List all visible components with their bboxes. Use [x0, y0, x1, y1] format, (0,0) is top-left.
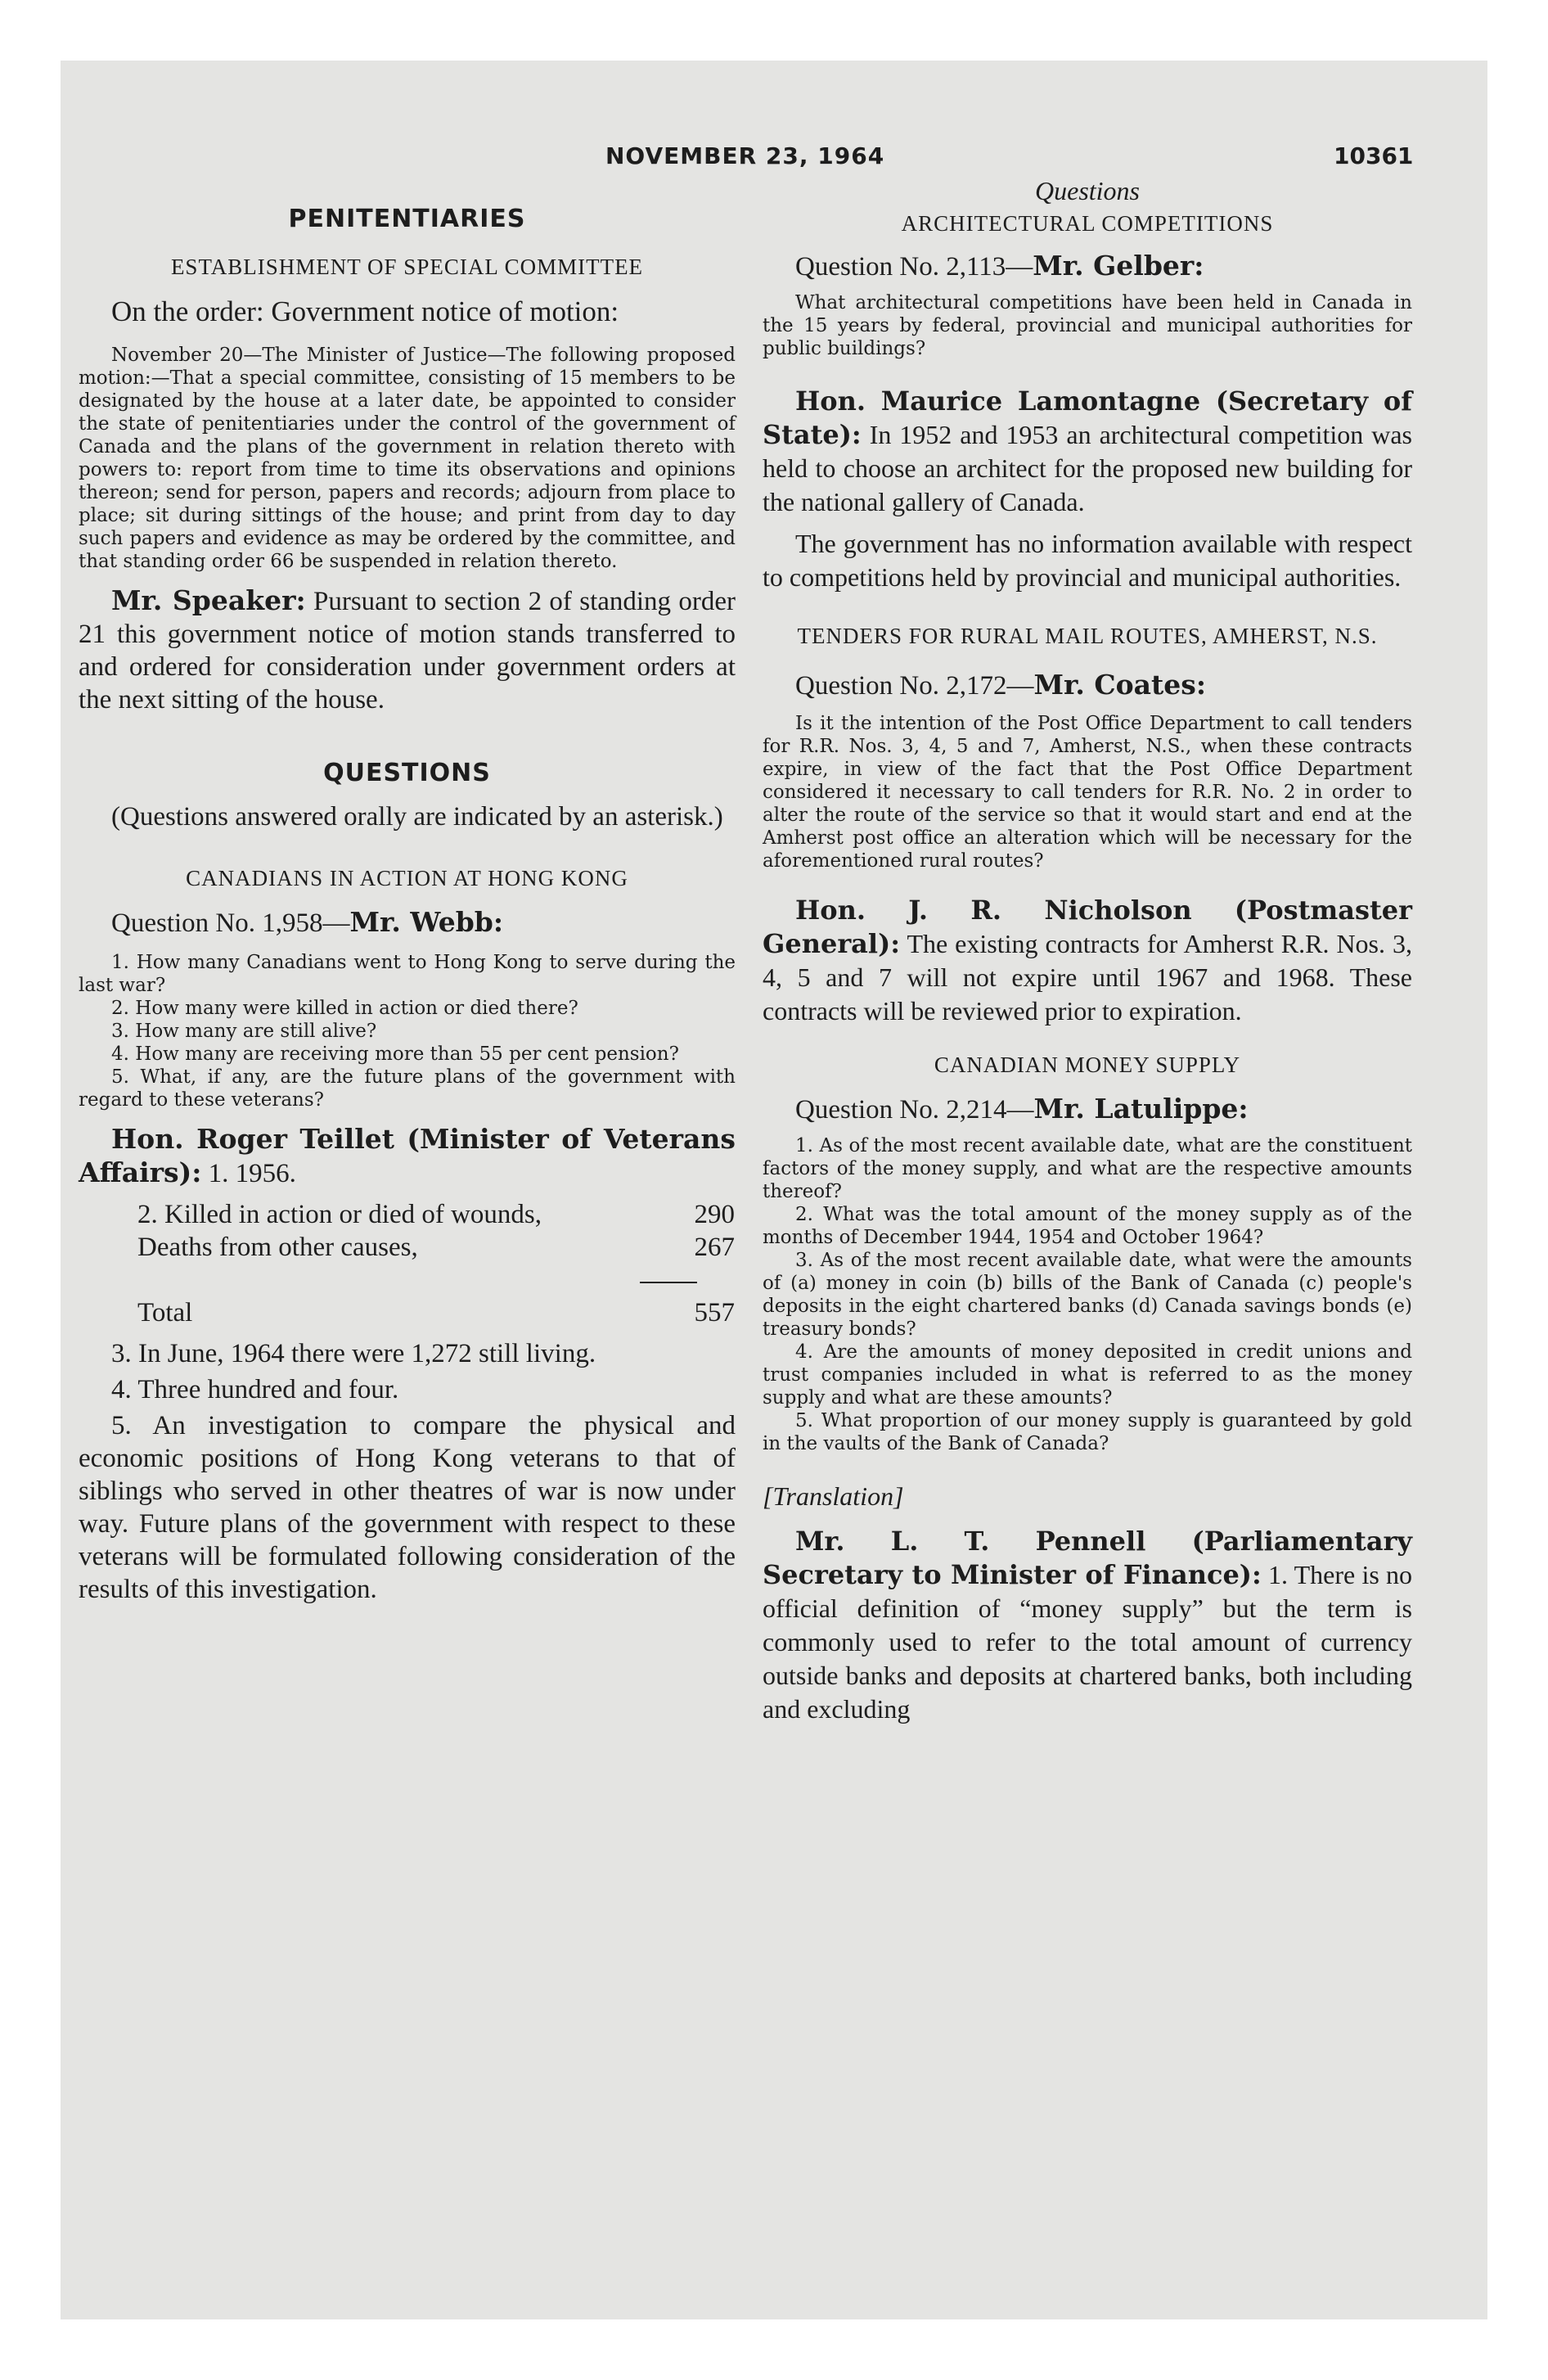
table-cell-value: 267 [694, 1233, 735, 1262]
answer [763, 894, 1412, 1028]
table-cell-value: 290 [694, 1200, 735, 1229]
question-item: 5. What proportion of our money supply is guaranteed by gold in the vaults of the Bank of Canada? [763, 1410, 1412, 1454]
answer-text: The existing contracts for Amherst R.R. Nos. 3, 4, 5 and 7 will not expire until 1967 and 1968. These contracts will be reviewed prior to expiration. [763, 929, 1413, 1025]
question-number [763, 1093, 1412, 1126]
question-number-text: Question No. 2,214— [795, 1095, 1034, 1125]
question-item: 3. How many are still alive? [111, 1021, 377, 1042]
order-intro: On the order: Government notice of motion: [111, 295, 619, 327]
speaker-statement [79, 584, 736, 716]
page-number: 10361 [1334, 142, 1414, 169]
question-number-text: Question No. 2,113— [795, 252, 1033, 282]
answer-item: 4. Three hundred and four. [111, 1375, 399, 1404]
question-text: Is it the intention of the Post Office Department to call tenders for R.R. Nos. 3, 4, 5 and 7, Amherst, N.S., when these contracts expire, in view of the fact that the Post Office Department considered it necessary to call tenders for R.R. No. 2 in order to alter the route of the service so that it would start and end at the Amherst post office an alteration which will be necessary for the aforementioned rural routes? [763, 713, 1412, 872]
total-table [137, 1296, 735, 1329]
question-asker: Mr. Coates: [1033, 669, 1207, 701]
answer [763, 1525, 1412, 1726]
answer-item: 3. In June, 1964 there were 1,272 still living. [111, 1339, 596, 1368]
question-item: 2. What was the total amount of the money supply as of the months of December 1944, 1954 and October 1964? [763, 1204, 1412, 1248]
question-item: 2. How many were killed in action or died there? [111, 998, 578, 1019]
question-asker: Mr. Webb: [349, 906, 504, 938]
right-column [763, 176, 1412, 1726]
table-cell-label: Deaths from other causes, [137, 1233, 418, 1262]
section-title-questions: QUESTIONS [323, 759, 491, 787]
question-text: What architectural competitions have been held in Canada in the 15 years by federal, provincial and municipal authorities for public buildings? [763, 292, 1412, 359]
answer-text: 1. There is no official definition of “money supply” but the term is commonly used to refer to the total amount of currency outside banks and deposits at chartered banks, both including and excluding [763, 1560, 1413, 1724]
answer-speaker: Hon. Roger Teillet (Minister of Veterans Affairs): [79, 1123, 736, 1188]
answer-text: In 1952 and 1953 an architectural competition was held to choose an architect for the proposed new building for the national gallery of Canada. [763, 420, 1413, 516]
question-number-text: Question No. 2,172— [795, 671, 1034, 701]
speaker-name: Mr. Speaker: [111, 584, 306, 616]
question-item: 1. As of the most recent available date, what are the constituent factors of the money supply, and what are the respective amounts thereof? [763, 1135, 1412, 1202]
page-date: NOVEMBER 23, 1964 [605, 142, 885, 169]
answer-speaker: Hon. Maurice Lamontagne (Secretary of State): [763, 385, 1412, 450]
question-heading-architectural: ARCHITECTURAL COMPETITIONS [901, 211, 1274, 236]
section-title-penitentiaries: PENITENTIARIES [288, 205, 526, 233]
notice-of-motion: November 20—The Minister of Justice—The following proposed motion:—That a special committee, consisting of 15 members to be designated by the house at a later date, be appointed to consider the state of penitentiaries under the control of the government of Canada and the plans of the government in relation thereto with powers to: report from time to time its observations and opinions thereon; send for person, papers and records; adjourn from place to place; sit during sittings of the house; and print from day to day such papers and evidence as may be ordered by the committee, and that standing order 66 be suspended in relation thereto. [79, 345, 736, 572]
answer-speaker: Mr. L. T. Pennell (Parliamentary Secretary to Minister of Finance): [763, 1526, 1412, 1590]
question-number [763, 669, 1412, 702]
speaker-text: Pursuant to section 2 of standing order 21 this government notice of motion stands transferred to and ordered for consideration under government orders at the next sitting of the house. [79, 587, 736, 714]
table-row-total [137, 1296, 735, 1329]
questions-note: (Questions answered orally are indicated by an asterisk.) [111, 802, 723, 832]
question-item: 1. How many Canadians went to Hong Kong to serve during the last war? [79, 952, 736, 996]
question-number [763, 250, 1412, 283]
question-item: 3. As of the most recent available date, what were the amounts of (a) money in coin (b) bills of the Bank of Canada (c) people's deposits in the eight chartered banks (d) Canada savings bonds (e) treasury bonds? [763, 1250, 1412, 1340]
answer [79, 1123, 736, 1190]
question-heading-money-supply: CANADIAN MONEY SUPPLY [934, 1053, 1241, 1077]
question-heading-tenders: TENDERS FOR RURAL MAIL ROUTES, AMHERST, N.S. [797, 624, 1378, 648]
answer-paragraph: The government has no information available with respect to competitions held by provincial and municipal authorities. [763, 529, 1412, 592]
casualty-table [137, 1198, 735, 1264]
left-column [79, 205, 736, 1606]
question-item: 5. What, if any, are the future plans of the government with regard to these veterans? [79, 1066, 736, 1111]
question-number-text: Question No. 1,958— [111, 908, 350, 938]
total-rule [640, 1282, 697, 1283]
answer-speaker: Hon. J. R. Nicholson (Postmaster General): [763, 895, 1412, 959]
question-item: 4. Are the amounts of money deposited in credit unions and trust companies included in what is referred to as the money supply and what are these amounts? [763, 1341, 1412, 1409]
translation-note: [Translation] [763, 1481, 904, 1511]
table-cell-value: 557 [694, 1298, 735, 1327]
subsection-heading: ESTABLISHMENT OF SPECIAL COMMITTEE [170, 255, 644, 279]
table-cell-label: 2. Killed in action or died of wounds, [137, 1200, 542, 1229]
question-heading-hong-kong: CANADIANS IN ACTION AT HONG KONG [186, 866, 628, 890]
answer [763, 385, 1412, 519]
question-item: 4. How many are receiving more than 55 per cent pension? [111, 1044, 679, 1065]
answer-item: 5. An investigation to compare the physical and economic positions of Hong Kong veterans to that of siblings who served in other theatres of war is now under way. Future plans of the government with respect to these veterans will be formulated following consideration of the results of this investigation. [79, 1411, 736, 1604]
question-asker: Mr. Latulippe: [1033, 1093, 1249, 1125]
section-label: Questions [1035, 176, 1140, 205]
answer-text: 1. 1956. [208, 1159, 296, 1188]
table-row [137, 1198, 735, 1231]
table-row [137, 1231, 735, 1264]
table-cell-label: Total [137, 1298, 193, 1327]
running-head [0, 142, 1548, 175]
question-asker: Mr. Gelber: [1033, 250, 1204, 282]
question-number [79, 906, 736, 940]
